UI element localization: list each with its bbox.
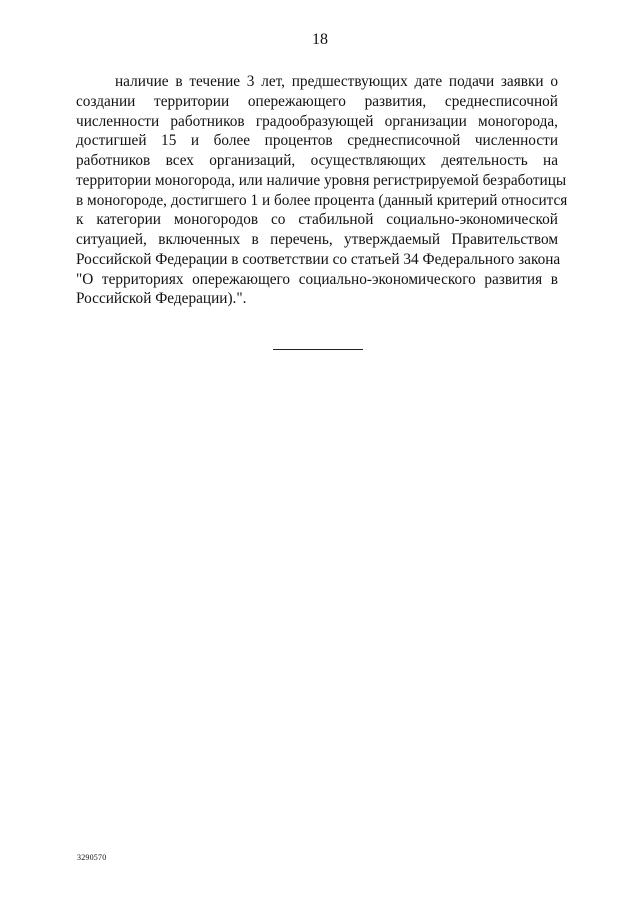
document-code: 3290570: [77, 853, 107, 862]
page-number: 18: [312, 31, 328, 48]
text-line: создании территории опережающего развития, среднесписочной: [76, 92, 558, 110]
text-line: в моногороде, достигшего 1 и более процента (данный критерий относится: [76, 191, 568, 209]
body-paragraph: [76, 72, 568, 309]
text-line: Российской Федерации в соответствии со статьей 34 Федерального закона: [76, 250, 561, 268]
text-line: достигшей 15 и более процентов среднесписочной численности: [76, 132, 558, 150]
text-line: территории моногорода, или наличие уровня регистрируемой безработицы: [76, 171, 567, 189]
text-line: ситуацией, включенных в перечень, утверждаемый Правительством: [76, 231, 558, 248]
end-of-document-rule: [273, 349, 363, 350]
text-line: численности работников градообразующей организации моногорода,: [76, 112, 558, 130]
text-line: наличие в течение 3 лет, предшествующих дате подачи заявки о: [115, 73, 558, 90]
text-line: Российской Федерации).".: [76, 290, 247, 308]
text-line: к категории моногородов со стабильной социально-экономической: [76, 211, 558, 229]
text-line: работников всех организаций, осуществляющих деятельность на: [76, 152, 558, 169]
text-line: "О территориях опережающего социально-экономического развития в: [76, 270, 558, 288]
